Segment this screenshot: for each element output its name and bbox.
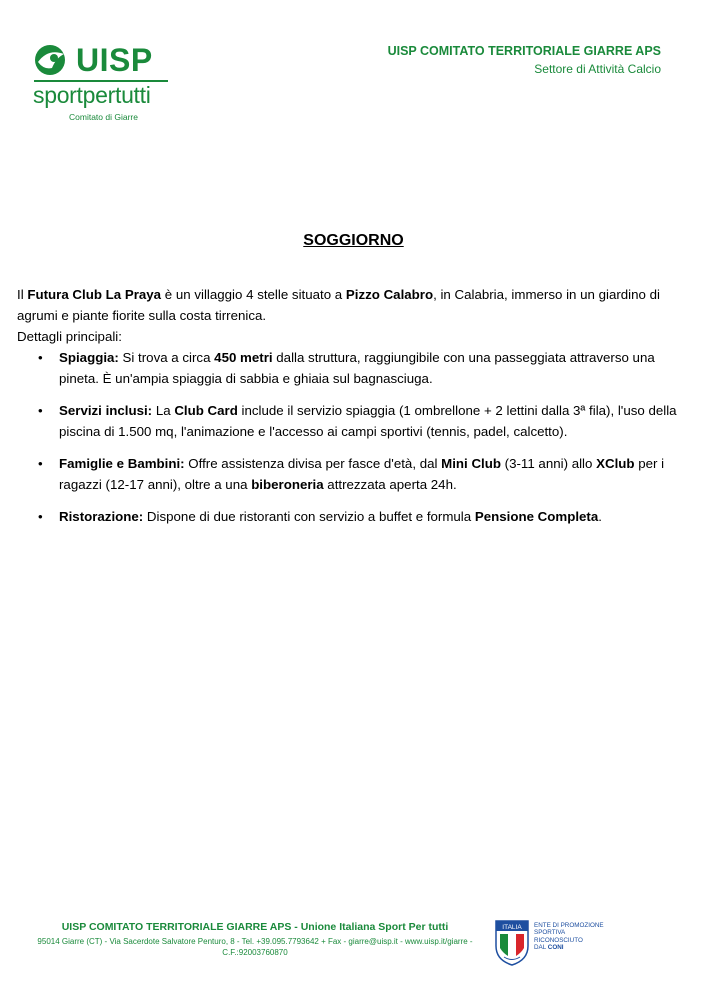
intro-text: è un villaggio 4 stelle situato a [161, 287, 346, 302]
list-item [17, 400, 677, 442]
item-text: Si trova a circa [118, 350, 215, 365]
coni-badge-label: ITALIA [502, 924, 522, 931]
bullet-icon: • [38, 509, 43, 524]
coni-text-coni: CONI [547, 944, 564, 952]
intro-bold: Futura Club La Praya [27, 287, 162, 302]
document-body [17, 284, 677, 538]
item-bold: Mini Club [441, 456, 501, 471]
item-text: Dispone di due ristoranti con servizio a buffet e formula [143, 509, 475, 524]
logo-tagline: sportpertutti [33, 82, 151, 108]
item-bold: 450 metri [214, 350, 273, 365]
item-label: Ristorazione: [59, 509, 144, 524]
coni-text-line [534, 944, 604, 951]
item-text: per i ragazzi (12-17 anni), oltre a una [59, 456, 665, 492]
intro-text: , in Calabria, immerso in un giardino di agrumi e piante fiorite sulla costa tirrenica. [17, 287, 660, 323]
bullet-icon: • [38, 456, 43, 471]
item-label: Servizi inclusi: [59, 403, 153, 418]
intro-paragraph [17, 284, 677, 326]
intro-text: Il [17, 287, 28, 302]
item-text: dalla struttura, raggiungibile con una passeggiata attraverso una pineta. È un'ampia spiaggia di sabbia e ghiaia sul bagnasciuga. [59, 350, 655, 386]
logo-brand: UISP [76, 42, 153, 78]
intro-bold: Pizzo Calabro [345, 287, 434, 302]
list-item [17, 453, 677, 495]
item-text: (3-11 anni) allo [500, 456, 597, 471]
uisp-logo [30, 40, 180, 124]
coni-text-line: SPORTIVA [534, 929, 566, 937]
org-title: UISP COMITATO TERRITORIALE GIARRE APS [387, 44, 661, 58]
item-text: include il servizio spiaggia (1 ombrellone + 2 lettini dalla 3ª fila), l'uso della piscina di 1.500 mq, l'animazione e l'accesso ai campi sportivi (tennis, padel, calcetto). [59, 403, 677, 439]
item-text: La [152, 403, 175, 418]
org-subtitle: Settore di Attività Calcio [534, 62, 661, 76]
item-bold: Club Card [174, 403, 238, 418]
list-item [17, 347, 677, 389]
item-label: Spiaggia: [59, 350, 119, 365]
coni-recognition [534, 922, 604, 952]
item-bold: Pensione Completa [474, 509, 599, 524]
details-list [17, 347, 677, 527]
coni-shield-icon [494, 920, 530, 966]
logo-comitato: Comitato di Giarre [69, 112, 138, 122]
item-bold: XClub [596, 456, 635, 471]
list-item [17, 506, 677, 527]
details-label: Dettagli principali: [17, 329, 122, 344]
item-bold: biberoneria [251, 477, 324, 492]
bullet-icon: • [38, 350, 43, 365]
uisp-emblem-icon [30, 40, 74, 80]
coni-text-dal: DAL [534, 944, 548, 952]
coni-text-line: ENTE DI PROMOZIONE [534, 922, 604, 929]
document-title: SOGGIORNO [303, 232, 404, 249]
bullet-icon: • [38, 403, 43, 418]
item-text: . [598, 509, 602, 524]
item-label: Famiglie e Bambini: [59, 456, 185, 471]
item-text: attrezzata aperta 24h. [323, 477, 457, 492]
footer-address: 95014 Giarre (CT) - Via Sacerdote Salvatore Penturo, 8 - Tel. +39.095.7793642 + Fax - giarre@uisp.it - www.uisp.it/giarre - C.F.:92003760870 [37, 937, 473, 957]
item-text: Offre assistenza divisa per fasce d'età, dal [184, 456, 442, 471]
footer-org: UISP COMITATO TERRITORIALE GIARRE APS - Unione Italiana Sport Per tutti [61, 921, 449, 933]
coni-text-line: RICONOSCIUTO [534, 936, 583, 944]
